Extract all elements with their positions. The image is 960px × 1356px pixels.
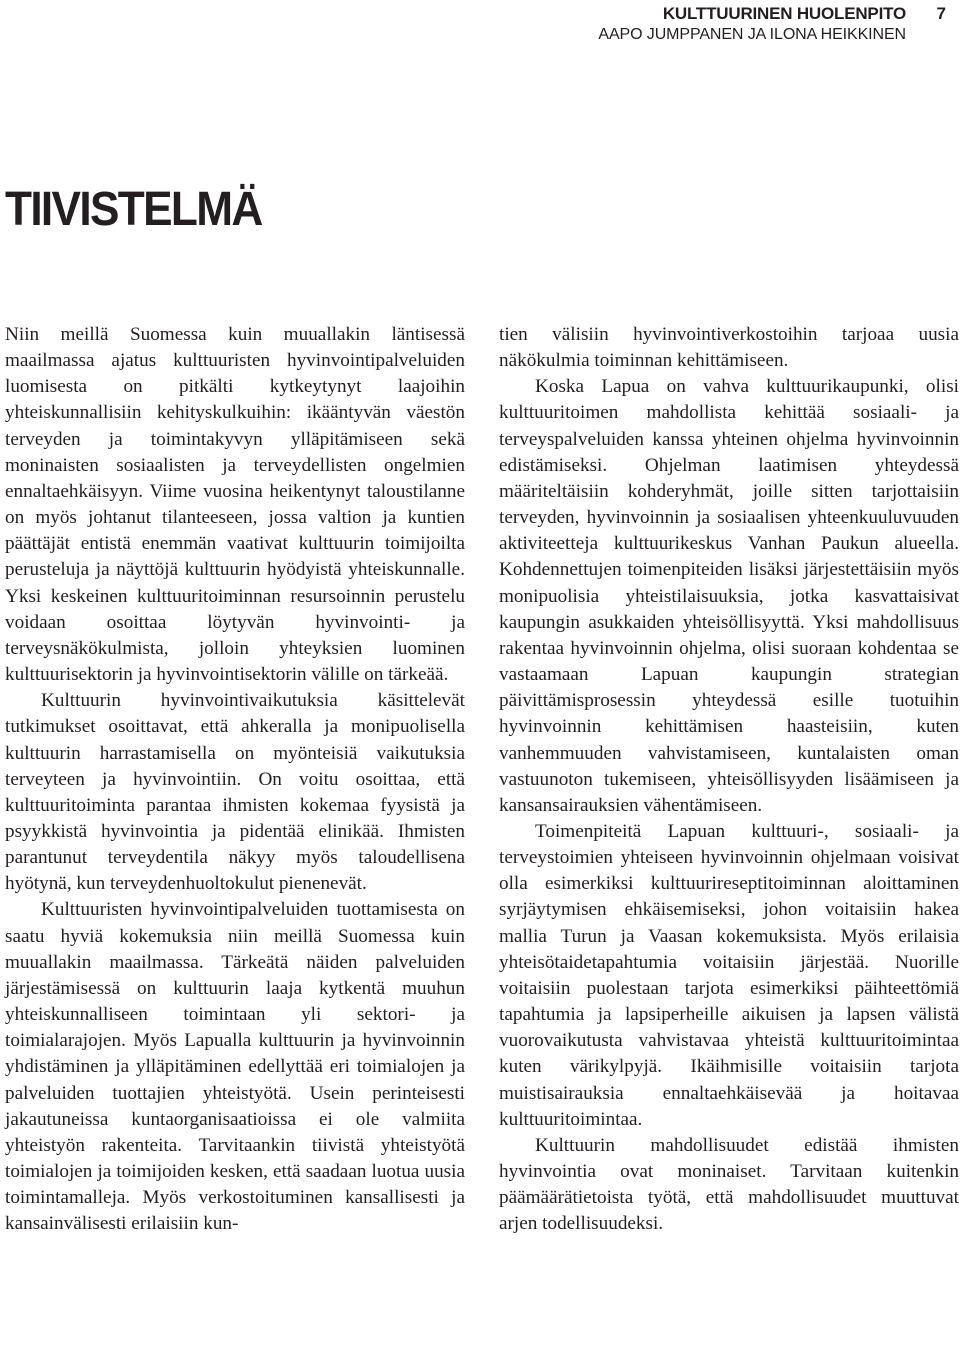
header-row bbox=[400, 4, 946, 24]
authors: AAPO JUMPPANEN JA ILONA HEIKKINEN bbox=[598, 26, 906, 43]
paragraph: Toimenpiteitä Lapuan kulttuuri-, sosiaali- ja terveystoimien yhteiseen hyvinvoinnin ohjelmaan voisivat olla esimerkiksi kulttuurireseptitoiminnan aloittaminen syrjäytymisen ehkäisemiseksi, johon voitaisiin hakea mallia Turun ja Vaasan kokemuksista. Myös erilaisia yhteisötaidetapahtumia voitaisiin järjestää. Nuorille voitaisiin puolestaan tarjota esimerkiksi päihteettömiä tapahtumia ja lapsiperheille aikuisen ja lapsen välistä vuorovaikutusta vahvistavaa yhteistä kulttuuritoimintaa kuten värikylpyjä. Ikäihmisille voitaisiin tarjota muistisairauksia ennaltaehkäisevää ja hoitavaa kulttuuritoimintaa. bbox=[499, 820, 959, 1130]
page-header bbox=[400, 4, 946, 44]
paragraph: Kulttuurin hyvinvointivaikutuksia käsittelevät tutkimukset osoittavat, että ahkeralla ja monipuolisella kulttuurin harrastamisella on myönteisiä vaikutuksia terveyteen ja hyvinvointiin. On voitu osoittaa, että kulttuuritoiminta parantaa ihmisten kokemaa fyysistä ja psyykkistä hyvinvointia ja pidentää elinikää. Ihmisten parantunut terveydentila näkyy myös taloudellisena hyötynä, kun terveydenhuoltokulut pienenevät. bbox=[5, 690, 465, 895]
page-number: 7 bbox=[936, 4, 946, 23]
page-title: TIIVISTELMÄ bbox=[5, 183, 262, 236]
paragraph: Niin meillä Suomessa kuin muuallakin läntisessä maailmassa ajatus kulttuuristen hyvinvointipalveluiden luomisesta on pitkälti kytkeytynyt laajoihin yhteiskunnallisiin kehityskulkuihin: ikääntyvän väestön terveyden ja toimintakyvyn ylläpitämiseen sekä moninaisten sosiaalisten ja terveydellisten ongelmien ennaltaehkäisyyn. Viime vuosina heikentynyt taloustilanne on myös johtanut tilanteeseen, jossa valtion ja kuntien päättäjät entistä enemmän vaativat kulttuurin toimijoilta perusteluja ja näyttöjä kulttuurin hyödyistä yhteiskunnalle. Yksi keskeinen kulttuuritoiminnan resursoinnin perustelu voidaan osoittaa löytyvän hyvinvointi- ja terveysnäkökulmista, jolloin yhteyksien luominen kulttuurisektorin ja hyvinvointisektorin välille on tärkeää. bbox=[5, 324, 465, 686]
paragraph: Koska Lapua on vahva kulttuurikaupunki, olisi kulttuuritoimen mahdollista kehittää sosiaali- ja terveyspalveluiden kanssa yhteinen ohjelma hyvinvoinnin edistämiseksi. Ohjelman laatimisen yhteydessä määriteltäisiin kohderyhmät, joille sitten tarjottaisiin terveyden, hyvinvoinnin ja sosiaalisen yhteenkuuluvuuden aktiviteetteja kulttuurikeskus Vanhan Paukun alueella. Kohdennettujen toimenpiteiden lisäksi järjestettäisiin myös monipuolisia yhteistilaisuuksia, jotka kasvattaisivat kaupungin asukkaiden yhteisöllisyyttä. Yksi mahdollisuus rakentaa hyvinvoinnin ohjelma, olisi suoraan kohdentaa se vastaamaan Lapuan kaupungin strategian päivittämisprosessin yhteydessä esille tuotuihin hyvinvoinnin kehittämisen haasteisiin, kuten vanhemmuuden vahvistamiseen, kuntalaisten oman vastuunoton tukemiseen, yhteisöllisyyden lisäämiseen ja kansansairauksien vähentämiseen. bbox=[499, 376, 959, 816]
running-title: KULTTUURINEN HUOLENPITO bbox=[662, 4, 906, 23]
paragraph: Kulttuurin mahdollisuudet edistää ihmisten hyvinvointia ovat moninaiset. Tarvitaan kuitenkin päämäärätietoista työtä, että mahdollisuudet muuttuvat arjen todellisuudeksi. bbox=[499, 1134, 959, 1235]
left-column bbox=[5, 322, 465, 1237]
paragraph: Kulttuuristen hyvinvointipalveluiden tuottamisesta on saatu hyviä kokemuksia niin meillä Suomessa kuin muuallakin maailmassa. Tärkeätä näiden palveluiden järjestämisessä on kulttuurin laaja kytkentä muuhun yhteiskunnalliseen toimintaan yli sektori- ja toimialarajojen. Myös Lapualla kulttuurin ja hyvinvoinnin yhdistäminen ja ylläpitäminen edellyttää eri toimialojen ja palveluiden tuottajien yhteistyötä. Usein perinteisesti jakautuneissa kuntaorganisaatioissa ei ole valmiita yhteistyön rakenteita. Tarvitaankin tiivistä yhteistyötä toimialojen ja toimijoiden kesken, että saadaan luotua uusia toimintamalleja. Myös verkostoituminen kansallisesti ja kansainvälisesti erilaisiin kun- bbox=[5, 899, 465, 1235]
paragraph: tien välisiin hyvinvointiverkostoihin tarjoaa uusia näkökulmia toiminnan kehittämiseen. bbox=[499, 324, 959, 372]
right-column bbox=[499, 322, 959, 1237]
